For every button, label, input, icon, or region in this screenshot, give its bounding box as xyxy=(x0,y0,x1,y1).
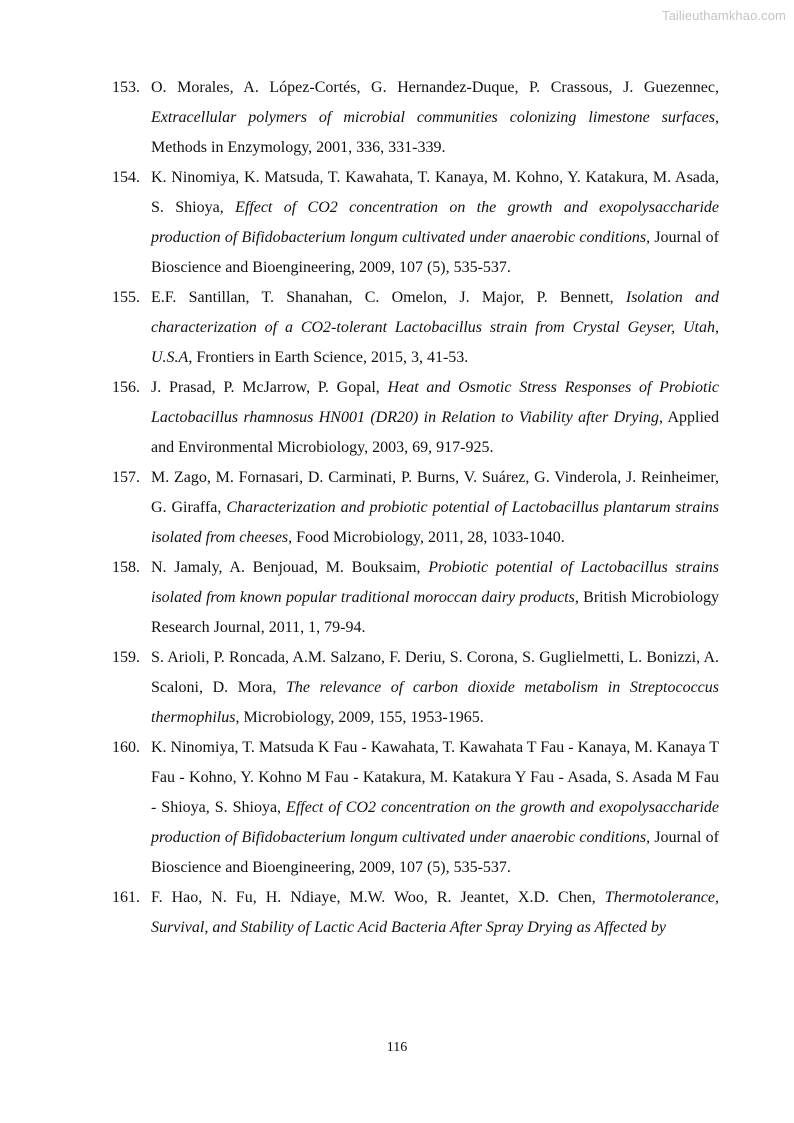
reference-source: , Food Microbiology, 2011, 28, 1033-1040. xyxy=(288,529,565,546)
reference-title: Effect of CO2 concentration on the growth and exopolysaccharide production of Bifidobacterium longum cultivated under anaerobic conditions xyxy=(151,799,719,846)
reference-item-159 xyxy=(112,643,719,733)
reference-item-158 xyxy=(112,553,719,643)
reference-number: 154. xyxy=(112,169,140,186)
reference-text xyxy=(151,283,719,373)
reference-source: , Journal of Bioscience and Bioengineering, 2009, 107 (5), 535-537. xyxy=(151,229,719,276)
reference-authors: E.F. Santillan, T. Shanahan, C. Omelon, J. Major, P. Bennett, xyxy=(151,289,626,306)
reference-authors: K. Ninomiya, K. Matsuda, T. Kawahata, T. Kanaya, M. Kohno, Y. Katakura, M. Asada, S. Shioya, xyxy=(151,169,719,216)
reference-source: , Frontiers in Earth Science, 2015, 3, 41-53. xyxy=(188,349,469,366)
reference-title: Probiotic potential of Lactobacillus strains isolated from known popular traditional moroccan dairy products xyxy=(151,559,719,606)
reference-text xyxy=(151,883,719,943)
reference-title: Heat and Osmotic Stress Responses of Probiotic Lactobacillus rhamnosus HN001 (DR20) in Relation to Viability after Drying xyxy=(151,379,720,426)
reference-authors: S. Arioli, P. Roncada, A.M. Salzano, F. Deriu, S. Corona, S. Guglielmetti, L. Bonizzi, A. Scaloni, D. Mora, xyxy=(151,649,719,696)
reference-number: 153. xyxy=(112,79,140,96)
reference-title: Thermotolerance, Survival, and Stability of Lactic Acid Bacteria After Spray Drying as Affected by xyxy=(151,889,719,936)
reference-text xyxy=(151,163,719,283)
reference-title: Characterization and probiotic potential of Lactobacillus plantarum strains isolated from cheeses xyxy=(151,499,720,546)
reference-title: Isolation and characterization of a CO2-tolerant Lactobacillus strain from Crystal Geyser, Utah, U.S.A xyxy=(151,289,719,366)
watermark: Tailieuthamkhao.com xyxy=(661,8,786,23)
reference-number: 157. xyxy=(112,469,140,486)
reference-authors: M. Zago, M. Fornasari, D. Carminati, P. Burns, V. Suárez, G. Vinderola, J. Reinheimer, G. Giraffa, xyxy=(151,469,719,516)
reference-text xyxy=(151,553,719,643)
reference-item-156 xyxy=(112,373,719,463)
reference-authors: K. Ninomiya, T. Matsuda K Fau - Kawahata, T. Kawahata T Fau - Kanaya, M. Kanaya T Fau - Kohno, Y. Kohno M Fau - Katakura, M. Katakura Y Fau - Asada, S. Asada M Fau - Shioya, S. Shioya, xyxy=(151,739,719,816)
reference-number: 161. xyxy=(112,889,140,906)
reference-item-154 xyxy=(112,163,719,283)
reference-text xyxy=(151,463,719,553)
reference-item-160 xyxy=(112,733,719,883)
reference-authors: J. Prasad, P. McJarrow, P. Gopal, xyxy=(151,379,388,396)
reference-number: 158. xyxy=(112,559,140,576)
reference-text xyxy=(151,643,719,733)
reference-number: 159. xyxy=(112,649,140,666)
reference-authors: O. Morales, A. López-Cortés, G. Hernandez-Duque, P. Crassous, J. Guezennec, xyxy=(151,79,719,96)
reference-number: 160. xyxy=(112,739,140,756)
reference-text xyxy=(151,373,719,463)
reference-source: , Methods in Enzymology, 2001, 336, 331-339. xyxy=(151,109,719,156)
reference-item-153 xyxy=(112,73,719,163)
reference-number: 155. xyxy=(112,289,140,306)
reference-authors: N. Jamaly, A. Benjouad, M. Bouksaim, xyxy=(151,559,429,576)
reference-source: , Microbiology, 2009, 155, 1953-1965. xyxy=(235,709,484,726)
reference-title: The relevance of carbon dioxide metabolism in Streptococcus thermophilus xyxy=(151,679,720,726)
reference-title: Extracellular polymers of microbial communities colonizing limestone surfaces xyxy=(151,109,715,126)
reference-item-161 xyxy=(112,883,719,943)
reference-list xyxy=(112,73,719,943)
reference-number: 156. xyxy=(112,379,140,396)
page-number: 116 xyxy=(386,1040,408,1055)
reference-source: , Journal of Bioscience and Bioengineering, 2009, 107 (5), 535-537. xyxy=(151,829,719,876)
reference-text xyxy=(151,733,719,883)
reference-item-155 xyxy=(112,283,719,373)
reference-authors: F. Hao, N. Fu, H. Ndiaye, M.W. Woo, R. Jeantet, X.D. Chen, xyxy=(151,889,605,906)
reference-item-157 xyxy=(112,463,719,553)
reference-text xyxy=(151,73,719,163)
reference-source: , Applied and Environmental Microbiology, 2003, 69, 917-925. xyxy=(151,409,719,456)
reference-source: , British Microbiology Research Journal, 2011, 1, 79-94. xyxy=(151,589,719,636)
reference-title: Effect of CO2 concentration on the growth and exopolysaccharide production of Bifidobacterium longum cultivated under anaerobic conditions xyxy=(151,199,720,246)
